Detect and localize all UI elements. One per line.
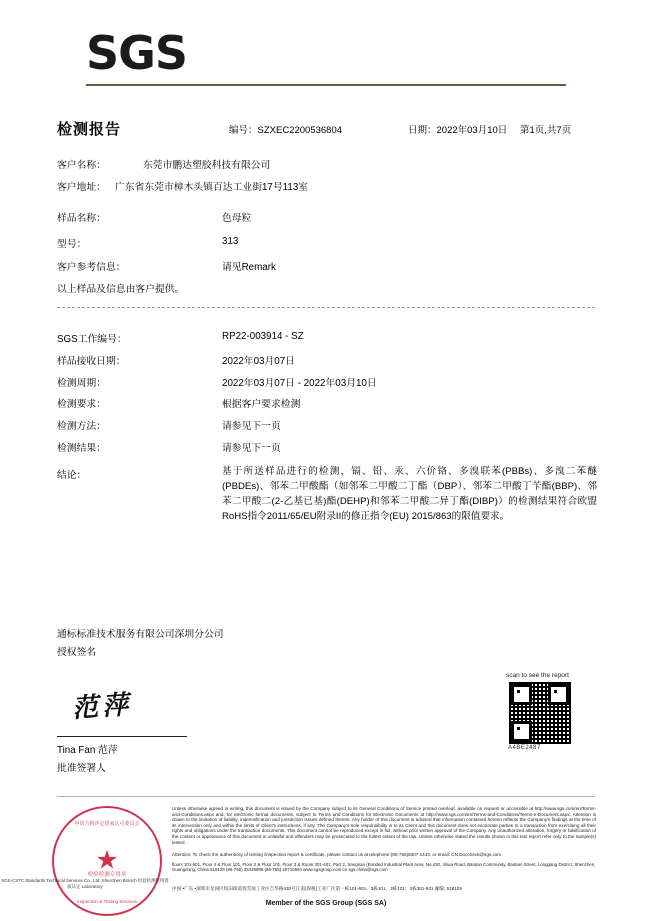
- field-label-test-requirement: 检测要求：: [57, 399, 106, 410]
- logo-divider: [86, 84, 566, 86]
- report-date-value: 2022年03月10日: [436, 125, 508, 136]
- qr-finder-top-left: [511, 684, 532, 705]
- report-number-label: 编号：: [229, 125, 258, 136]
- footer-address-line: floors 101-601, Floor 4 & Floor 101, Floor 2 & Floor 101, Floor 3 & Room 301-401, Part 2, Jiangnan (Bonded Industrial Plant Area, No.430, Jihua Road, Bantian Community, Bantian Street, Longgang District, Shenzhen, Guangdong, China 518129: [172, 862, 596, 873]
- footer-disclaimer: Unless otherwise agreed in writing, this document is issued by the Company subject to its General Conditions of Service printed overleaf, available on request or accessible at http://www.sgs.com/en/Terms-and-Conditions.aspx and, for electronic format documents, subject to Terms and Conditions for Electronic Documents at http://www.sgs.com/en/Terms-and-Conditions/Terms-e-Document.aspx. Attention is drawn to the limitation of liability, indemnification and jurisdiction issues defined therein. Any holder of this document is advised that information contained hereon reflects the Company's findings at the time of its intervention only and within the limits of Client's instructions, if any. The Company's sole responsibility is to its Client and this document does not exonerate parties to a transaction from exercising all their rights and obligations under the transaction documents. This document cannot be reproduced except in full, without prior written approval of the Company. Any unauthorized alteration, forgery or falsification of the content or appearance of this document is unlawful and offenders may be prosecuted to the fullest extent of the law. Unless otherwise stated the results shown in this test report refer only to the sample(s) tested .: [172, 806, 596, 845]
- field-value-job-no: RP22-003914 - SZ: [222, 331, 304, 342]
- signer-role: 批准签署人: [57, 763, 106, 774]
- footer-member-line: Member of the SGS Group (SGS SA): [265, 900, 387, 907]
- report-number-value: SZXEC2200536804: [257, 125, 343, 136]
- signer-name: Tina Fan 范萍: [57, 745, 118, 756]
- stamp-bottom-text: Inspection & Testing Services: [77, 899, 137, 904]
- field-value-test-method: 请参见下一页: [222, 421, 281, 432]
- field-label-receive-date: 样品接收日期：: [57, 356, 126, 367]
- report-date: [408, 122, 507, 136]
- logo-text: SGS: [86, 26, 188, 80]
- footer-divider: [57, 796, 595, 797]
- qr-caption: scan to see the report: [506, 672, 569, 679]
- footer-email[interactable]: sgs.china@sgs.com: [348, 867, 388, 873]
- client-provided-note: 以上样品及信息由客户提供。: [57, 284, 185, 295]
- signature-line: [57, 736, 187, 737]
- handwritten-signature: 范萍: [71, 689, 134, 725]
- official-stamp: [52, 806, 162, 916]
- report-date-label: 日期：: [408, 125, 437, 136]
- authorized-signature-label: 授权签名: [57, 647, 97, 658]
- footer-address-en: [172, 862, 596, 873]
- field-label-sample-name: 样品名称：: [57, 213, 106, 224]
- footer-telephone: (86-755) 25328888: [225, 867, 264, 873]
- field-value-client-reference: 请见Remark: [222, 262, 276, 273]
- field-label-model: 型号：: [57, 239, 87, 250]
- qr-finder-top-right: [548, 684, 569, 705]
- stamp-top-text: 中国合格评定国家认可委员会: [74, 821, 140, 827]
- stamp-subtext: SGS-CSTC Standards Technical Services Co., Ltd. Shenzhen Branch 检验检测机构资质认定 Laboratory: [1, 878, 169, 889]
- field-label-test-method: 检测方法：: [57, 421, 106, 432]
- field-value-test-requirement: 根据客户要求检测: [222, 399, 301, 410]
- qr-code-text: A4BE2487: [508, 745, 541, 751]
- field-label-client-address: 客户地址：: [57, 182, 106, 193]
- field-label-client-reference: 客户参考信息：: [57, 262, 126, 273]
- field-value-client-name: 东莞市鹏达塑胶科技有限公司: [143, 160, 271, 171]
- star-icon: ★: [95, 844, 119, 875]
- qr-finder-bottom-left: [511, 721, 532, 742]
- page-count: 第1页,共7页: [520, 125, 572, 136]
- field-value-receive-date: 2022年03月07日: [222, 356, 295, 367]
- field-value-test-period: 2022年03月07日 - 2022年03月10日: [222, 378, 377, 389]
- section-divider-1: [57, 307, 595, 308]
- signing-company: 通标标准技术服务有限公司深圳分公司: [57, 629, 224, 640]
- qr-code-image[interactable]: [507, 680, 573, 746]
- field-label-conclusion: 结论：: [57, 470, 87, 481]
- field-value-test-result: 请参见下一页: [222, 443, 281, 454]
- field-value-model: 313: [222, 236, 239, 247]
- field-label-test-period: 检测周期：: [57, 378, 106, 389]
- footer-fax: (86-755) 26710594: [264, 867, 302, 873]
- field-label-job-no: SGS工作编号：: [57, 334, 127, 345]
- field-value-client-address: 广东省东莞市樟木头镇百达工业街17号113室: [115, 182, 309, 193]
- field-value-sample-name: 色母粒: [222, 213, 252, 224]
- stamp-middle-text: 检验检测专用章: [87, 872, 127, 878]
- sgs-logo: [86, 26, 196, 80]
- page-title: 检测报告: [57, 121, 122, 138]
- footer-website[interactable]: www.sgsgroup.com.cn: [303, 867, 348, 873]
- field-label-client-name: 客户名称：: [57, 160, 106, 171]
- footer-address-cn: 中国 •广东 •深圳市龙岗区坂田街道坂雪岗工业区吉华路430号江南(保税)工业厂区第一栋101-601、3栋101、3栋101、3栋301-501 邮编: 518129: [172, 886, 462, 891]
- conclusion-text: 基于所送样品进行的检测，镉、铅、汞、六价铬、多溴联苯(PBBs)、多溴二苯醚(PBDEs)、邻苯二甲酸酯（如邻苯二甲酸二丁酯（DBP）、邻苯二甲酸丁苄酯(BBP)、邻苯二甲酸二(2-乙基已基)酯(DEHP)和邻苯二甲酸二异丁酯(DIBP)）的检测结果符合欧盟RoHS指令2011/65/EU附录II的修正指令(EU) 2015/863的限值要求。: [222, 466, 597, 522]
- report-number: [229, 122, 342, 136]
- field-label-test-result: 检测结果：: [57, 443, 106, 454]
- footer-attention: Attention: To check the authenticity of testing /inspection report & certificate, please contact us at telephone:(86-755)8307 1443, or email: CN.Doccheck@sgs.com: [172, 852, 502, 857]
